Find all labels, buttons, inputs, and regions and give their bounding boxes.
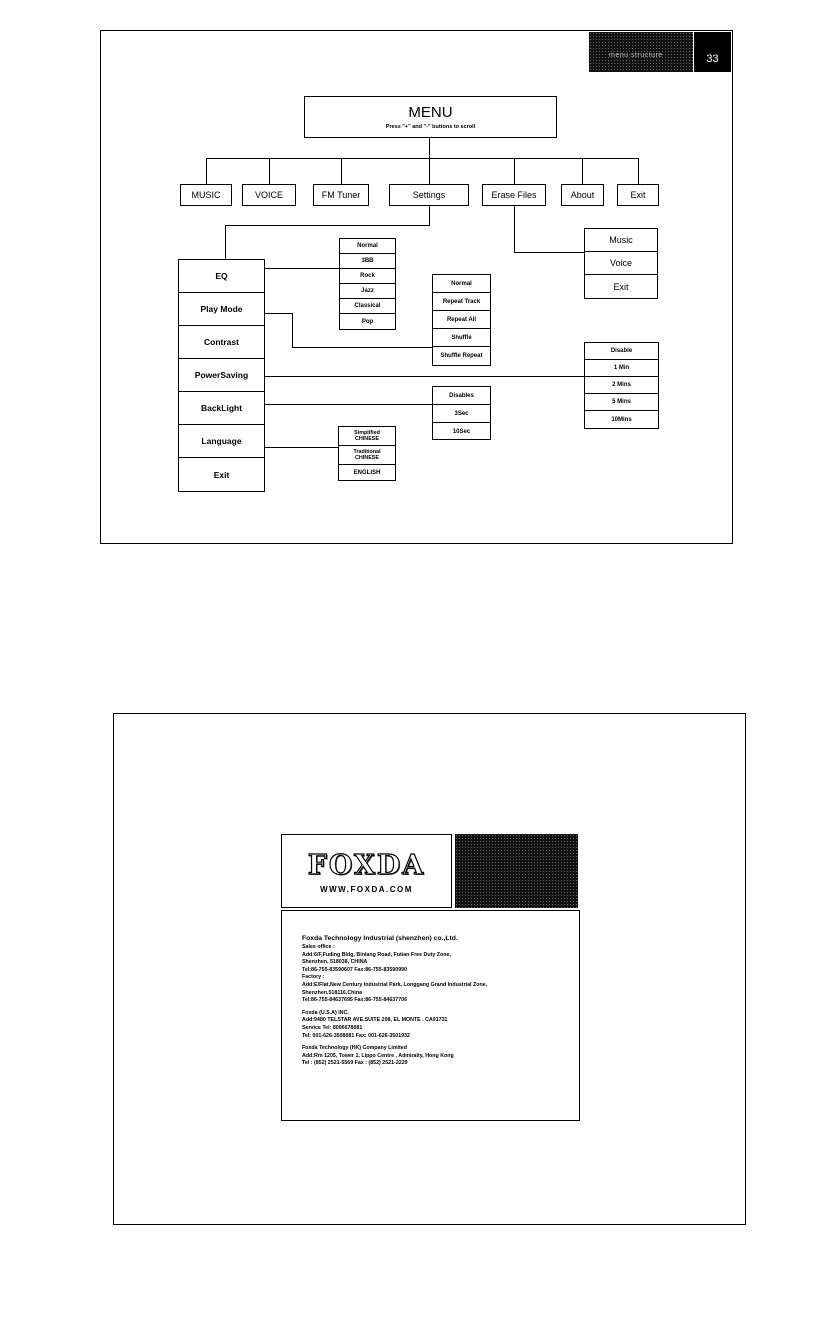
backlight-option: Disables (433, 387, 490, 405)
settings-item-play-mode: Play Mode (179, 293, 264, 326)
backlight-options (432, 386, 491, 440)
connector (225, 225, 430, 226)
connector (206, 158, 207, 184)
connector (514, 158, 515, 184)
contact-info-panel (281, 910, 580, 1121)
connector (638, 158, 639, 184)
connector (429, 158, 430, 184)
erase-option-exit: Exit (613, 281, 629, 292)
sales-phone: Tel:86-755-83590607 Fax:86-755-83590990 (302, 966, 408, 973)
play-mode-option: Shuffle (433, 329, 490, 347)
usa-service-phone: Service Tel: 8006678081 (302, 1024, 363, 1031)
connector (292, 347, 433, 348)
usa-phone: Tel: 001-626-3508081 Fax: 001-626-3501932 (302, 1032, 410, 1039)
power-saving-option: 2 Mins (585, 377, 658, 394)
backlight-option: 10Sec (452, 429, 471, 435)
dark-panel (455, 834, 578, 908)
connector (265, 447, 339, 448)
header-band (589, 32, 693, 72)
hk-phone: Tel : (852) 2521-5569 Fax : (852) 2521-2229 (302, 1060, 408, 1067)
power-saving-option: 1 Min (585, 360, 658, 377)
language-options (338, 426, 396, 481)
language-option: Simplified CHINESE (339, 427, 395, 446)
language-option: ENGLISH (353, 469, 381, 476)
company-name: Foxda Technology Industrial (shenzhen) co.,Ltd. (302, 935, 458, 942)
menu-item-settings: Settings (389, 184, 469, 206)
backlight-option: 3Sec (433, 405, 490, 423)
sales-heading: Sales office : (302, 944, 335, 950)
play-mode-option: Shuffle Repeat (440, 353, 483, 359)
sales-address-line: Shenzhen, 518038, CHINA (302, 959, 368, 966)
power-saving-option: Disable (585, 343, 658, 360)
power-saving-options (584, 342, 659, 429)
usa-address: Add:9480 TELSTAR AVE.SUITE 208, EL MONTE . CA91731 (302, 1017, 448, 1024)
play-mode-options (432, 274, 491, 366)
connector (265, 313, 293, 314)
power-saving-option: 10Mins (611, 416, 632, 423)
connector (429, 138, 430, 158)
header-band-text: menu structure (609, 52, 663, 59)
connector (514, 252, 585, 253)
page-number: 33 (706, 53, 719, 65)
brand-logo: FOXDA (307, 850, 426, 881)
logo-panel (281, 834, 452, 908)
menu-subtitle: Press "+" and "-" buttons to scroll (385, 123, 476, 130)
factory-phone: Tel:86-755-84637695 Fax:86-755-84637706 (302, 997, 408, 1004)
eq-options (339, 238, 396, 330)
hk-company: Foxda Technology (HK) Company Limited (302, 1045, 407, 1052)
connector (429, 206, 430, 226)
connector (582, 158, 583, 184)
menu-item-erase-files: Erase Files (482, 184, 546, 206)
menu-item-voice: VOICE (242, 184, 296, 206)
connector (265, 376, 585, 377)
play-mode-option: Repeat Track (433, 293, 490, 311)
erase-files-submenu (584, 228, 658, 299)
power-saving-option: 5 Mins (585, 394, 658, 411)
eq-option: 3BB (340, 254, 395, 269)
connector (341, 158, 342, 184)
menu-title: MENU (408, 103, 453, 121)
connector (225, 225, 226, 259)
connector (265, 404, 433, 405)
erase-option-music: Music (585, 229, 657, 252)
connector (514, 206, 515, 253)
usa-company: Foxda (U.S.A) INC. (302, 1009, 349, 1016)
factory-heading: Factory : (302, 974, 325, 981)
connector (206, 158, 638, 159)
menu-item-fm-tuner: FM Tuner (313, 184, 369, 206)
eq-option: Jazz (340, 284, 395, 299)
settings-item-contrast: Contrast (179, 326, 264, 359)
play-mode-option: Normal (433, 275, 490, 293)
page-number-block (694, 32, 731, 72)
menu-title-box (304, 96, 557, 138)
settings-item-powersaving: PowerSaving (179, 359, 264, 392)
settings-item-backlight: BackLight (179, 392, 264, 425)
sales-address-line: Add:6/F,Fuding Bldg, Binlang Road, Futian Free Duty Zone, (302, 951, 451, 958)
eq-option: Pop (361, 318, 374, 325)
settings-item-exit: Exit (213, 469, 230, 480)
connector (269, 158, 270, 184)
menu-item-music: MUSIC (180, 184, 232, 206)
eq-option: Classical (340, 299, 395, 314)
menu-item-exit: Exit (617, 184, 659, 206)
connector (292, 313, 293, 348)
factory-address-line: Shenzhen,518116,China (302, 989, 363, 996)
factory-address-line: Add:E/Flat,New Century Industrial Park, Longgang Grand Industrial Zone, (302, 981, 488, 988)
language-option: Traditional CHINESE (339, 446, 395, 465)
brand-website: WWW.FOXDA.COM (320, 885, 413, 894)
settings-item-language: Language (179, 425, 264, 458)
settings-item-eq: EQ (179, 260, 264, 293)
eq-option: Rock (340, 269, 395, 284)
eq-option: Normal (340, 239, 395, 254)
play-mode-option: Repeat All (433, 311, 490, 329)
connector (265, 268, 339, 269)
settings-submenu (178, 259, 265, 492)
hk-address: Add:Rm 1205, Tower 1, Lippo Centre , Admiralty, Hong Kong (302, 1052, 454, 1059)
erase-option-voice: Voice (585, 252, 657, 275)
menu-item-about: About (561, 184, 604, 206)
